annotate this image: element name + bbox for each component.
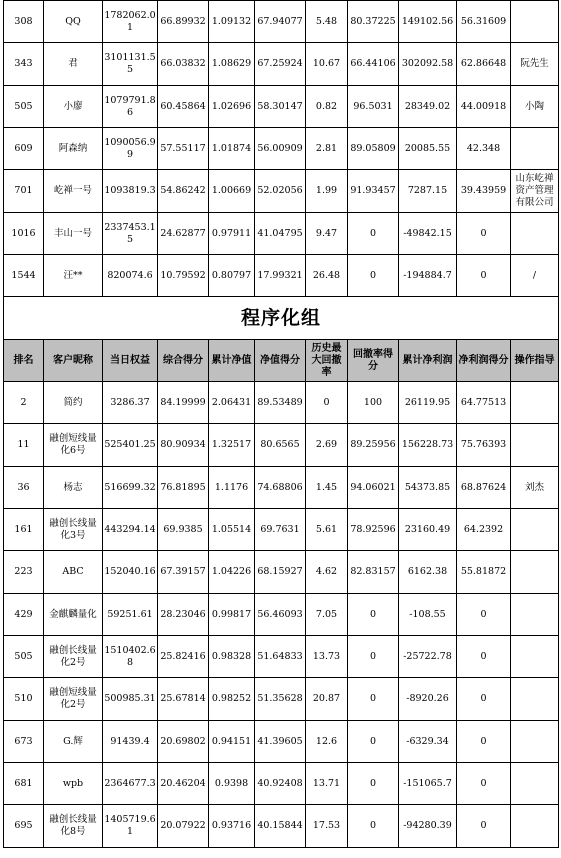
table-row: [4, 170, 559, 213]
profit-score-cell: 62.86648: [457, 43, 511, 86]
name-cell: 融创短线量化6号: [44, 424, 103, 467]
profit-cell: -151065.7: [399, 763, 457, 805]
score-cell: 25.82416: [158, 636, 209, 678]
guide-cell: /: [511, 255, 559, 297]
score-cell: 80.90934: [158, 424, 209, 467]
profit-score-cell: 75.76393: [457, 424, 511, 467]
profit-score-cell: 42.348: [457, 128, 511, 170]
score-cell: 20.46204: [158, 763, 209, 805]
dd-score-cell: 94.06021: [348, 467, 399, 509]
table-row: [4, 721, 559, 763]
nav-score-cell: 69.7631: [255, 509, 306, 551]
profit-score-cell: 55.81872: [457, 551, 511, 594]
section-title: 程序化组: [4, 297, 559, 340]
score-cell: 20.69802: [158, 721, 209, 763]
score-cell: 20.07922: [158, 805, 209, 848]
rank-cell: 681: [4, 763, 44, 805]
dd-score-cell: 96.5031: [348, 86, 399, 128]
max-dd-cell: 4.62: [306, 551, 348, 594]
max-dd-cell: 12.6: [306, 721, 348, 763]
profit-cell: -25722.78: [399, 636, 457, 678]
header-max-dd: 历史最大回撤率: [306, 340, 348, 382]
equity-cell: 443294.14: [103, 509, 158, 551]
dd-score-cell: 66.44106: [348, 43, 399, 86]
score-cell: 57.55117: [158, 128, 209, 170]
table-row: [4, 594, 559, 636]
table-row: [4, 509, 559, 551]
name-cell: 简约: [44, 382, 103, 424]
nav-score-cell: 67.25924: [255, 43, 306, 86]
nav-cell: 0.94151: [209, 721, 255, 763]
header-nav-score: 净值得分: [255, 340, 306, 382]
guide-cell: [511, 763, 559, 805]
name-cell: 融创长线量化3号: [44, 509, 103, 551]
table-row: [4, 763, 559, 805]
nav-score-cell: 17.99321: [255, 255, 306, 297]
rank-cell: 429: [4, 594, 44, 636]
table-row: [4, 551, 559, 594]
table-row: [4, 255, 559, 297]
max-dd-cell: 0.82: [306, 86, 348, 128]
rank-cell: 695: [4, 805, 44, 848]
dd-score-cell: 0: [348, 763, 399, 805]
equity-cell: 2364677.3: [103, 763, 158, 805]
profit-cell: 7287.15: [399, 170, 457, 213]
profit-cell: -8920.26: [399, 678, 457, 721]
max-dd-cell: 17.53: [306, 805, 348, 848]
table-row: [4, 805, 559, 848]
equity-cell: 525401.25: [103, 424, 158, 467]
section-title-row: [4, 297, 559, 340]
guide-cell: [511, 805, 559, 848]
table-row: [4, 636, 559, 678]
profit-cell: 156228.73: [399, 424, 457, 467]
max-dd-cell: 2.69: [306, 424, 348, 467]
guide-cell: [511, 382, 559, 424]
profit-score-cell: 56.31609: [457, 1, 511, 43]
rank-cell: 609: [4, 128, 44, 170]
nav-cell: 1.00669: [209, 170, 255, 213]
name-cell: ABC: [44, 551, 103, 594]
rank-cell: 1544: [4, 255, 44, 297]
rank-cell: 308: [4, 1, 44, 43]
equity-cell: 1093819.3: [103, 170, 158, 213]
nav-score-cell: 56.46093: [255, 594, 306, 636]
max-dd-cell: 13.73: [306, 636, 348, 678]
nav-cell: 1.05514: [209, 509, 255, 551]
nav-cell: 1.04226: [209, 551, 255, 594]
nav-cell: 2.06431: [209, 382, 255, 424]
dd-score-cell: 0: [348, 213, 399, 255]
rank-cell: 1016: [4, 213, 44, 255]
name-cell: 杨志: [44, 467, 103, 509]
guide-cell: 山东屹禅资产管理有限公司: [511, 170, 559, 213]
score-cell: 60.45864: [158, 86, 209, 128]
rank-cell: 505: [4, 86, 44, 128]
guide-cell: [511, 1, 559, 43]
profit-score-cell: 44.00918: [457, 86, 511, 128]
rank-cell: 510: [4, 678, 44, 721]
dd-score-cell: 0: [348, 721, 399, 763]
guide-cell: [511, 213, 559, 255]
profit-cell: 54373.85: [399, 467, 457, 509]
nav-cell: 1.08629: [209, 43, 255, 86]
score-cell: 54.86242: [158, 170, 209, 213]
max-dd-cell: 2.81: [306, 128, 348, 170]
score-cell: 76.81895: [158, 467, 209, 509]
nav-score-cell: 41.04795: [255, 213, 306, 255]
dd-score-cell: 100: [348, 382, 399, 424]
guide-cell: [511, 551, 559, 594]
table-row: [4, 424, 559, 467]
nav-score-cell: 74.68806: [255, 467, 306, 509]
max-dd-cell: 26.48: [306, 255, 348, 297]
dd-score-cell: 80.37225: [348, 1, 399, 43]
profit-score-cell: 68.87624: [457, 467, 511, 509]
nav-cell: 1.01874: [209, 128, 255, 170]
profit-cell: -108.55: [399, 594, 457, 636]
header-nav: 累计净值: [209, 340, 255, 382]
nav-cell: 1.02696: [209, 86, 255, 128]
rank-cell: 161: [4, 509, 44, 551]
dd-score-cell: 91.93457: [348, 170, 399, 213]
dd-score-cell: 82.83157: [348, 551, 399, 594]
table-row: [4, 678, 559, 721]
profit-cell: -94280.39: [399, 805, 457, 848]
rank-cell: 701: [4, 170, 44, 213]
equity-cell: 1510402.68: [103, 636, 158, 678]
equity-cell: 1090056.99: [103, 128, 158, 170]
nav-score-cell: 51.35628: [255, 678, 306, 721]
equity-cell: 91439.4: [103, 721, 158, 763]
max-dd-cell: 9.47: [306, 213, 348, 255]
profit-cell: 28349.02: [399, 86, 457, 128]
table-row: [4, 1, 559, 43]
score-cell: 67.39157: [158, 551, 209, 594]
name-cell: 小廖: [44, 86, 103, 128]
nav-score-cell: 52.02056: [255, 170, 306, 213]
profit-cell: -49842.15: [399, 213, 457, 255]
name-cell: 融创长线量化2号: [44, 636, 103, 678]
nav-cell: 0.9398: [209, 763, 255, 805]
nav-cell: 0.97911: [209, 213, 255, 255]
profit-score-cell: 0: [457, 636, 511, 678]
rank-cell: 2: [4, 382, 44, 424]
dd-score-cell: 0: [348, 255, 399, 297]
guide-cell: 阮先生: [511, 43, 559, 86]
dd-score-cell: 89.05809: [348, 128, 399, 170]
max-dd-cell: 20.87: [306, 678, 348, 721]
dd-score-cell: 0: [348, 636, 399, 678]
guide-cell: [511, 636, 559, 678]
profit-cell: 20085.55: [399, 128, 457, 170]
profit-score-cell: 39.43959: [457, 170, 511, 213]
dd-score-cell: 0: [348, 594, 399, 636]
max-dd-cell: 1.99: [306, 170, 348, 213]
nav-score-cell: 68.15927: [255, 551, 306, 594]
nav-score-cell: 40.15844: [255, 805, 306, 848]
profit-cell: 26119.95: [399, 382, 457, 424]
dd-score-cell: 0: [348, 805, 399, 848]
equity-cell: 1405719.61: [103, 805, 158, 848]
guide-cell: [511, 678, 559, 721]
name-cell: 阿森纳: [44, 128, 103, 170]
name-cell: wpb: [44, 763, 103, 805]
name-cell: G.辉: [44, 721, 103, 763]
nav-score-cell: 80.6565: [255, 424, 306, 467]
score-cell: 84.19999: [158, 382, 209, 424]
table-row: [4, 43, 559, 86]
guide-cell: [511, 594, 559, 636]
name-cell: 融创短线量化2号: [44, 678, 103, 721]
nav-cell: 1.09132: [209, 1, 255, 43]
top-rows: [4, 1, 559, 297]
guide-cell: 小陶: [511, 86, 559, 128]
max-dd-cell: 0: [306, 382, 348, 424]
nav-score-cell: 41.39605: [255, 721, 306, 763]
guide-cell: [511, 128, 559, 170]
dd-score-cell: 78.92596: [348, 509, 399, 551]
equity-cell: 3101131.55: [103, 43, 158, 86]
name-cell: 融创长线量化8号: [44, 805, 103, 848]
nav-cell: 0.98252: [209, 678, 255, 721]
max-dd-cell: 10.67: [306, 43, 348, 86]
profit-cell: 149102.56: [399, 1, 457, 43]
profit-cell: 23160.49: [399, 509, 457, 551]
score-cell: 69.9385: [158, 509, 209, 551]
table-row: [4, 86, 559, 128]
name-cell: 汪**: [44, 255, 103, 297]
header-row: [4, 340, 559, 382]
profit-score-cell: 0: [457, 805, 511, 848]
name-cell: 屹禅一号: [44, 170, 103, 213]
name-cell: 君: [44, 43, 103, 86]
profit-cell: -6329.34: [399, 721, 457, 763]
nav-score-cell: 51.64833: [255, 636, 306, 678]
guide-cell: [511, 721, 559, 763]
header-rank: 排名: [4, 340, 44, 382]
max-dd-cell: 5.48: [306, 1, 348, 43]
table-row: [4, 213, 559, 255]
nav-score-cell: 40.92408: [255, 763, 306, 805]
profit-score-cell: 0: [457, 721, 511, 763]
equity-cell: 1079791.86: [103, 86, 158, 128]
rank-cell: 11: [4, 424, 44, 467]
nav-score-cell: 89.53489: [255, 382, 306, 424]
rank-cell: 36: [4, 467, 44, 509]
nav-cell: 1.32517: [209, 424, 255, 467]
max-dd-cell: 5.61: [306, 509, 348, 551]
nav-score-cell: 56.00909: [255, 128, 306, 170]
rank-cell: 343: [4, 43, 44, 86]
header-name: 客户昵称: [44, 340, 103, 382]
score-cell: 24.62877: [158, 213, 209, 255]
nav-cell: 0.93716: [209, 805, 255, 848]
profit-score-cell: 0: [457, 678, 511, 721]
name-cell: 丰山一号: [44, 213, 103, 255]
ranking-table: [3, 0, 559, 848]
profit-score-cell: 0: [457, 763, 511, 805]
equity-cell: 152040.16: [103, 551, 158, 594]
profit-cell: 6162.38: [399, 551, 457, 594]
score-cell: 10.79592: [158, 255, 209, 297]
guide-cell: 刘杰: [511, 467, 559, 509]
equity-cell: 516699.32: [103, 467, 158, 509]
dd-score-cell: 89.25956: [348, 424, 399, 467]
equity-cell: 59251.61: [103, 594, 158, 636]
table-row: [4, 128, 559, 170]
nav-cell: 0.99817: [209, 594, 255, 636]
equity-cell: 500985.31: [103, 678, 158, 721]
rank-cell: 223: [4, 551, 44, 594]
header-equity: 当日权益: [103, 340, 158, 382]
name-cell: 金麒麟量化: [44, 594, 103, 636]
nav-score-cell: 58.30147: [255, 86, 306, 128]
dd-score-cell: 0: [348, 678, 399, 721]
header-dd-score: 回撤率得分: [348, 340, 399, 382]
rank-cell: 505: [4, 636, 44, 678]
profit-score-cell: 0: [457, 255, 511, 297]
table-row: [4, 382, 559, 424]
header-score: 综合得分: [158, 340, 209, 382]
nav-cell: 0.80797: [209, 255, 255, 297]
nav-cell: 0.98328: [209, 636, 255, 678]
rank-cell: 673: [4, 721, 44, 763]
equity-cell: 1782062.01: [103, 1, 158, 43]
header-profit-score: 净利润得分: [457, 340, 511, 382]
score-cell: 66.89932: [158, 1, 209, 43]
score-cell: 66.03832: [158, 43, 209, 86]
name-cell: QQ: [44, 1, 103, 43]
header-guide: 操作指导: [511, 340, 559, 382]
header-profit: 累计净利润: [399, 340, 457, 382]
equity-cell: 820074.6: [103, 255, 158, 297]
max-dd-cell: 1.45: [306, 467, 348, 509]
equity-cell: 2337453.15: [103, 213, 158, 255]
table-row: [4, 467, 559, 509]
nav-cell: 1.1176: [209, 467, 255, 509]
profit-score-cell: 64.2392: [457, 509, 511, 551]
max-dd-cell: 7.05: [306, 594, 348, 636]
score-cell: 25.67814: [158, 678, 209, 721]
score-cell: 28.23046: [158, 594, 209, 636]
guide-cell: [511, 424, 559, 467]
profit-score-cell: 64.77513: [457, 382, 511, 424]
program-rows: [4, 382, 559, 848]
equity-cell: 3286.37: [103, 382, 158, 424]
guide-cell: [511, 509, 559, 551]
profit-score-cell: 0: [457, 594, 511, 636]
profit-cell: 302092.58: [399, 43, 457, 86]
profit-score-cell: 0: [457, 213, 511, 255]
profit-cell: -194884.7: [399, 255, 457, 297]
max-dd-cell: 13.71: [306, 763, 348, 805]
nav-score-cell: 67.94077: [255, 1, 306, 43]
ranking-sheet: [3, 0, 558, 848]
